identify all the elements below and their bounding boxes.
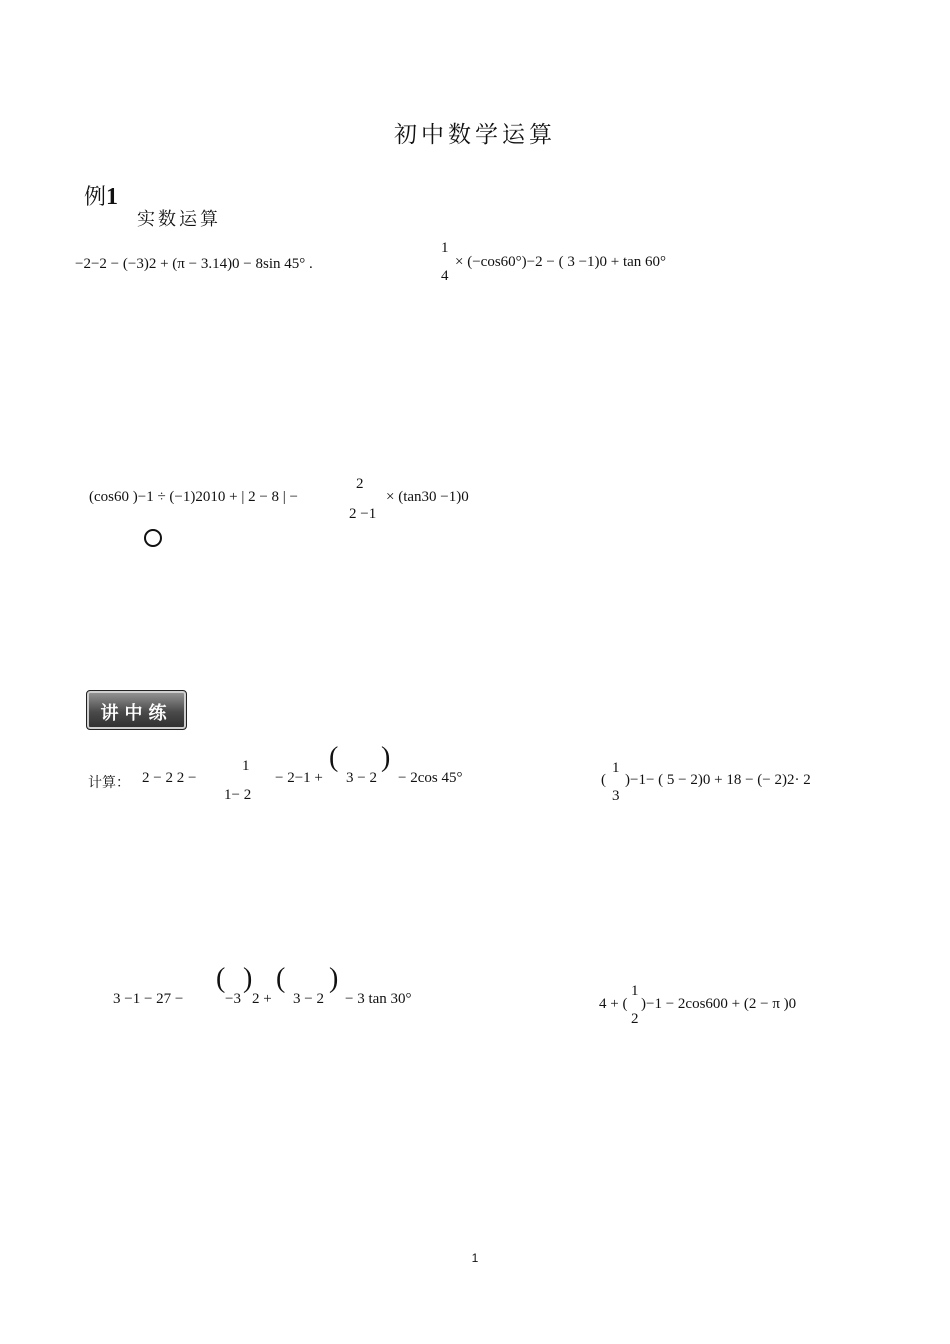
practice-1-part-a: 2 − 2 2 − <box>142 770 197 786</box>
practice-1-prefix: 计算： <box>88 775 130 791</box>
practice-3-part-c: − 3 tan 30° <box>345 991 412 1007</box>
page-title: 初中数学运算 <box>394 122 556 148</box>
practice-2-numerator: 1 <box>612 760 620 776</box>
practice-1-right-paren: ) <box>381 742 391 773</box>
practice-3-inner-b: 3 − 2 <box>293 991 324 1007</box>
example-word: 例 <box>84 184 107 209</box>
practice-3-right-paren-a: ) <box>243 963 253 994</box>
practice-3-inner-a: −3 <box>225 991 241 1007</box>
problem-3-part-b: × (tan30 −1)0 <box>386 489 469 505</box>
practice-1-part-c: − 2cos 45° <box>398 770 463 786</box>
practice-1-left-paren: ( <box>329 742 339 773</box>
practice-badge <box>86 690 187 730</box>
practice-3-part-b: 2 + <box>252 991 272 1007</box>
practice-4-part-b: )−1 − 2cos600 + (2 − π )0 <box>641 996 797 1012</box>
problem-2: × (−cos60°)−2 − ( 3 −1)0 + tan 60° <box>455 254 667 270</box>
problem-2-denominator: 4 <box>441 268 449 284</box>
practice-3-left-paren-b: ( <box>276 963 286 994</box>
circle-mark <box>144 529 162 547</box>
practice-4-numerator: 1 <box>631 983 639 999</box>
problem-3-numerator: 2 <box>356 476 364 492</box>
practice-1-part-b: − 2−1 + <box>275 770 323 786</box>
practice-4-denominator: 2 <box>631 1011 639 1027</box>
problem-2-numerator: 1 <box>441 240 449 256</box>
practice-4-part-a: 4 + ( <box>599 996 628 1012</box>
practice-2-open: ( <box>601 772 606 788</box>
practice-3-part-a: 3 −1 − 27 − <box>113 991 184 1007</box>
page-number: 1 <box>471 1251 479 1265</box>
practice-3-left-paren-a: ( <box>216 963 226 994</box>
practice-1-numerator: 1 <box>242 758 250 774</box>
practice-2-denominator: 3 <box>612 788 620 804</box>
problem-3-part-a: (cos60 )−1 ÷ (−1)2010 + | 2 − 8 | − <box>89 489 299 505</box>
example-number: 1 <box>106 184 119 210</box>
example-subtitle: 实数运算 <box>137 209 221 230</box>
practice-1-denominator: 1− 2 <box>224 787 252 803</box>
example-label <box>84 180 118 211</box>
problem-1: −2−2 − (−3)2 + (π − 3.14)0 − 8sin 45° . <box>75 256 313 272</box>
practice-badge-label: 讲中练 <box>100 703 173 724</box>
problem-3-denominator: 2 −1 <box>349 506 377 522</box>
practice-1-inner: 3 − 2 <box>346 770 377 786</box>
practice-2: )−1− ( 5 − 2)0 + 18 − (− 2)2· 2 <box>625 772 811 788</box>
practice-3-right-paren-b: ) <box>329 963 339 994</box>
